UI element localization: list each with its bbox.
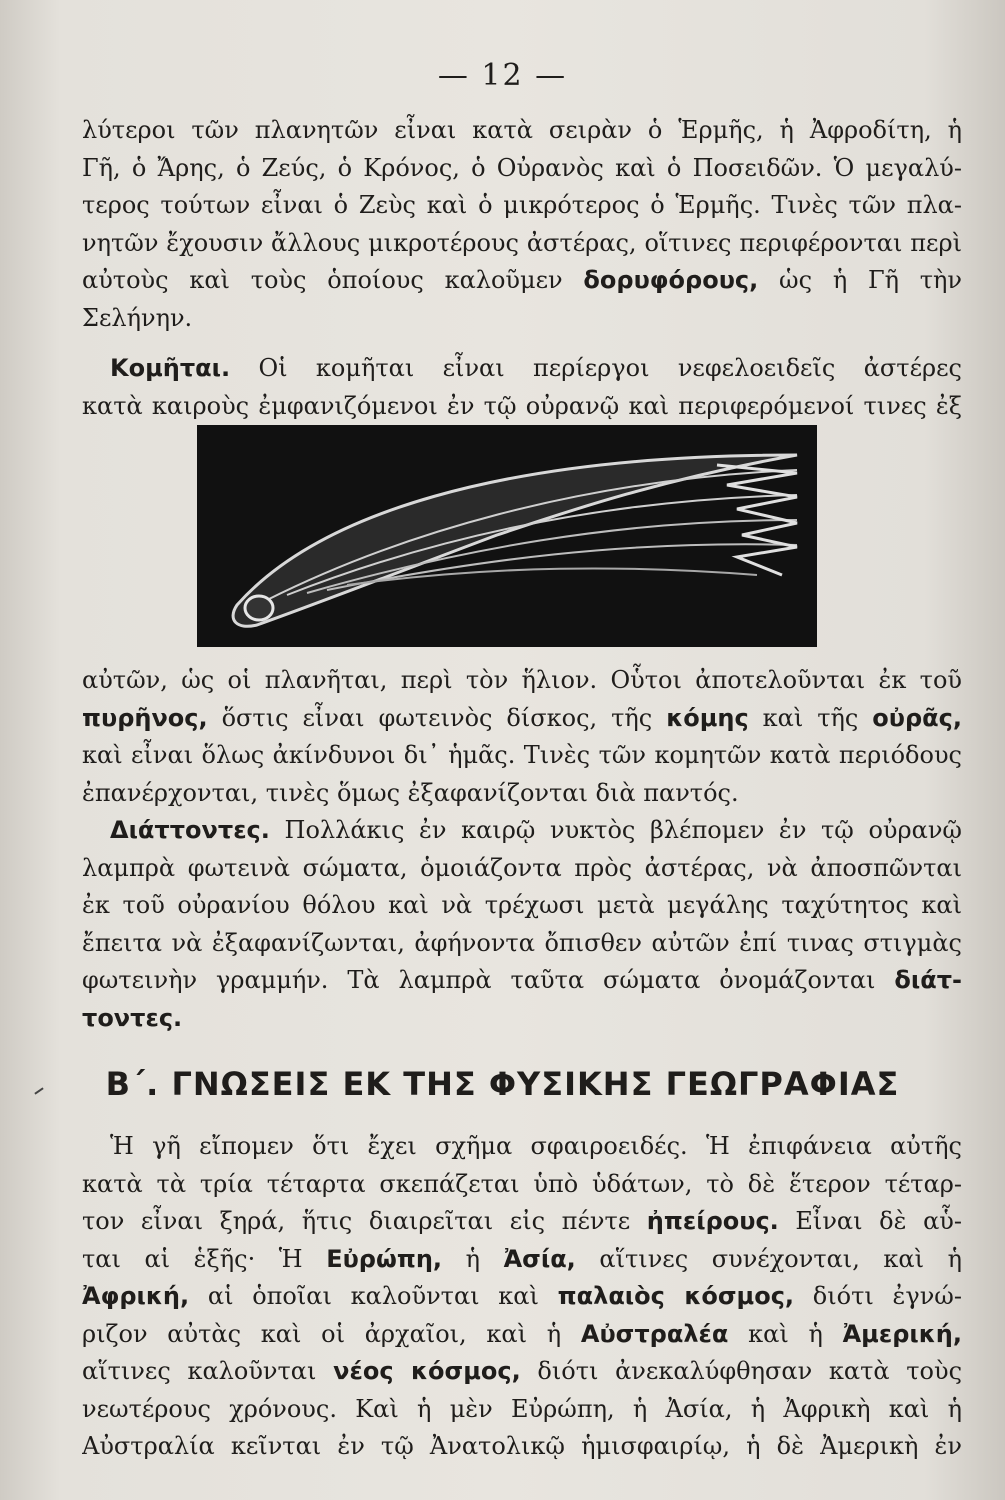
text-line: λύτεροι τῶν πλανητῶν εἶναι κατὰ σειρὰν ὁ Ἑρμῆς, ἡ Ἀφροδίτη, ἡ xyxy=(82,116,962,144)
term-new-world: νέος κόσμος, xyxy=(333,1357,521,1385)
text-line: Σελήνην. xyxy=(82,303,193,332)
text-line xyxy=(82,1203,962,1241)
text-line xyxy=(82,1000,962,1038)
term-africa: Ἀφρική, xyxy=(82,1282,190,1310)
text-line xyxy=(82,962,962,1000)
text-line xyxy=(82,1278,962,1316)
term-meteors-continued: τοντες. xyxy=(82,1003,183,1032)
text-run: καὶ ἡ xyxy=(728,1319,843,1348)
text-line: ἐκ τοῦ οὐρανίου θόλου καὶ νὰ τρέχωσι μετὰ μεγάλης ταχύτητος καὶ xyxy=(82,891,962,919)
term-europe: Εὐρώπη, xyxy=(326,1244,443,1273)
page-number: — 12 — xyxy=(437,58,568,93)
heading-comets: Κομῆται. xyxy=(110,354,231,382)
term-america: Ἀμερική, xyxy=(842,1319,962,1348)
text-line: νητῶν ἔχουσιν ἄλλους μικροτέρους ἀστέρας, οἵτινες περιφέρονται περὶ xyxy=(82,228,962,257)
text-line: Ἡ γῆ εἴπομεν ὅτι ἔχει σχῆμα σφαιροειδές. Ἡ ἐπιφάνεια αὐτῆς xyxy=(110,1132,962,1160)
text-run: διότι ἐγνώ- xyxy=(794,1282,962,1310)
text-line xyxy=(82,700,962,738)
text-line: αὐτῶν, ὡς οἱ πλανῆται, περὶ τὸν ἥλιον. Οὗτοι ἀποτελοῦνται ἐκ τοῦ xyxy=(82,666,962,694)
text-line xyxy=(82,812,962,850)
text-run: ὡς ἡ Γῆ τὴν xyxy=(758,266,962,294)
text-run: αἵτινες συνέχονται, καὶ ἡ xyxy=(575,1244,962,1273)
text-line: ἐπανέρχονται, τινὲς ὅμως ἐξαφανίζονται διὰ παντός. xyxy=(82,778,739,807)
text-line: κατὰ τὰ τρία τέταρτα σκεπάζεται ὑπὸ ὑδάτων, τὸ δὲ ἕτερον τέταρ- xyxy=(82,1169,962,1198)
text-run: ὅστις εἶναι φωτεινὸς δίσκος, τῆς xyxy=(207,703,667,732)
text-run: διότι ἀνεκαλύφθησαν κατὰ τοὺς xyxy=(520,1357,962,1385)
comets-paragraph-bottom xyxy=(82,662,962,812)
term-old-world: παλαιὸς κόσμος, xyxy=(557,1282,795,1310)
comet-illustration xyxy=(197,425,817,647)
text-run: φωτεινὴν γραμμήν. Τὰ λαμπρὰ ταῦτα σώματα ὀνομάζονται xyxy=(82,966,895,994)
term-continents: ἠπείρους. xyxy=(646,1207,779,1235)
term-asia: Ἀσία, xyxy=(503,1244,576,1273)
text-run: Οἱ κομῆται εἶναι περίεργοι νεφελοειδεῖς ἀστέρες xyxy=(230,354,962,382)
text-run: Πολλάκις ἐν καιρῷ νυκτὸς βλέπομεν ἐν τῷ οὐρανῷ xyxy=(269,816,962,844)
text-line: ἔπειτα νὰ ἐξαφανίζωνται, ἀφήνοντα ὄπισθεν αὐτῶν ἐπί τινας στιγμὰς xyxy=(82,928,962,957)
text-run: καὶ τῆς xyxy=(748,703,873,732)
text-line: τερος τούτων εἶναι ὁ Ζεὺς καὶ ὁ μικρότερος ὁ Ἑρμῆς. Τινὲς τῶν πλα- xyxy=(82,191,962,219)
text-line: καὶ εἶναι ὅλως ἀκίνδυνοι δι᾽ ἡμᾶς. Τινὲς τῶν κομητῶν κατὰ περιόδους xyxy=(82,741,962,769)
text-line xyxy=(82,1353,962,1391)
text-line: λαμπρὰ φωτεινὰ σώματα, ὁμοιάζοντα πρὸς ἀστέρας, νὰ ἀποσπῶνται xyxy=(82,853,962,882)
term-nucleus: πυρῆνος, xyxy=(82,703,208,732)
text-line: Αὐστραλία κεῖνται ἐν τῷ Ἀνατολικῷ ἡμισφαιρίῳ, ἡ δὲ Ἀμερικὴ ἐν xyxy=(82,1432,962,1460)
text-run: Εἶναι δὲ αὗ- xyxy=(778,1207,962,1235)
text-line: νεωτέρους χρόνους. Καὶ ἡ μὲν Εὐρώπη, ἡ Ἀσία, ἡ Ἀφρικὴ καὶ ἡ xyxy=(82,1394,962,1423)
comets-paragraph-top xyxy=(82,350,962,425)
term-australia: Αὐστραλέα xyxy=(580,1319,729,1348)
text-line xyxy=(82,1316,962,1354)
comet-drawing xyxy=(197,425,817,647)
term-tail: οὐρᾶς, xyxy=(872,703,962,732)
text-line: κατὰ καιροὺς ἐμφανιζόμενοι ἐν τῷ οὐρανῷ καὶ περιφερόμενοί τινες ἐξ xyxy=(82,391,962,420)
text-line: Γῆ, ὁ Ἄρης, ὁ Ζεύς, ὁ Κρόνος, ὁ Οὐρανὸς καὶ ὁ Ποσειδῶν. Ὁ μεγαλύ- xyxy=(82,153,962,182)
text-run: ἡ xyxy=(442,1244,504,1273)
geography-paragraph xyxy=(82,1128,962,1466)
text-line xyxy=(82,1241,962,1279)
term-coma: κόμης xyxy=(666,703,749,732)
text-run: ριζον αὐτὰς καὶ οἱ ἀρχαῖοι, καὶ ἡ xyxy=(82,1319,581,1348)
heading-meteors: Διάττοντες. xyxy=(110,816,270,844)
text-run: τον εἶναι ξηρά, ἥτις διαιρεῖται εἰς πέντε xyxy=(82,1207,647,1235)
section-title: Β΄. ΓΝΩΣΕΙΣ ΕΚ ΤΗΣ ΦΥΣΙΚΗΣ ΓΕΩΓΡΑΦΙΑΣ xyxy=(105,1065,900,1103)
text-run: ται αἱ ἑξῆς· Ἡ xyxy=(82,1244,327,1273)
text-run: αἱ ὁποῖαι καλοῦνται καὶ xyxy=(189,1282,558,1310)
term-satellites: δορυφόρους, xyxy=(583,266,759,294)
meteors-paragraph xyxy=(82,812,962,1037)
text-run: αἵτινες καλοῦνται xyxy=(82,1357,334,1385)
text-run: αὐτοὺς καὶ τοὺς ὁποίους καλοῦμεν xyxy=(82,266,584,294)
text-line xyxy=(82,350,962,388)
term-meteors: διάτ- xyxy=(894,966,962,994)
planets-paragraph xyxy=(82,112,962,337)
text-line xyxy=(82,262,962,300)
